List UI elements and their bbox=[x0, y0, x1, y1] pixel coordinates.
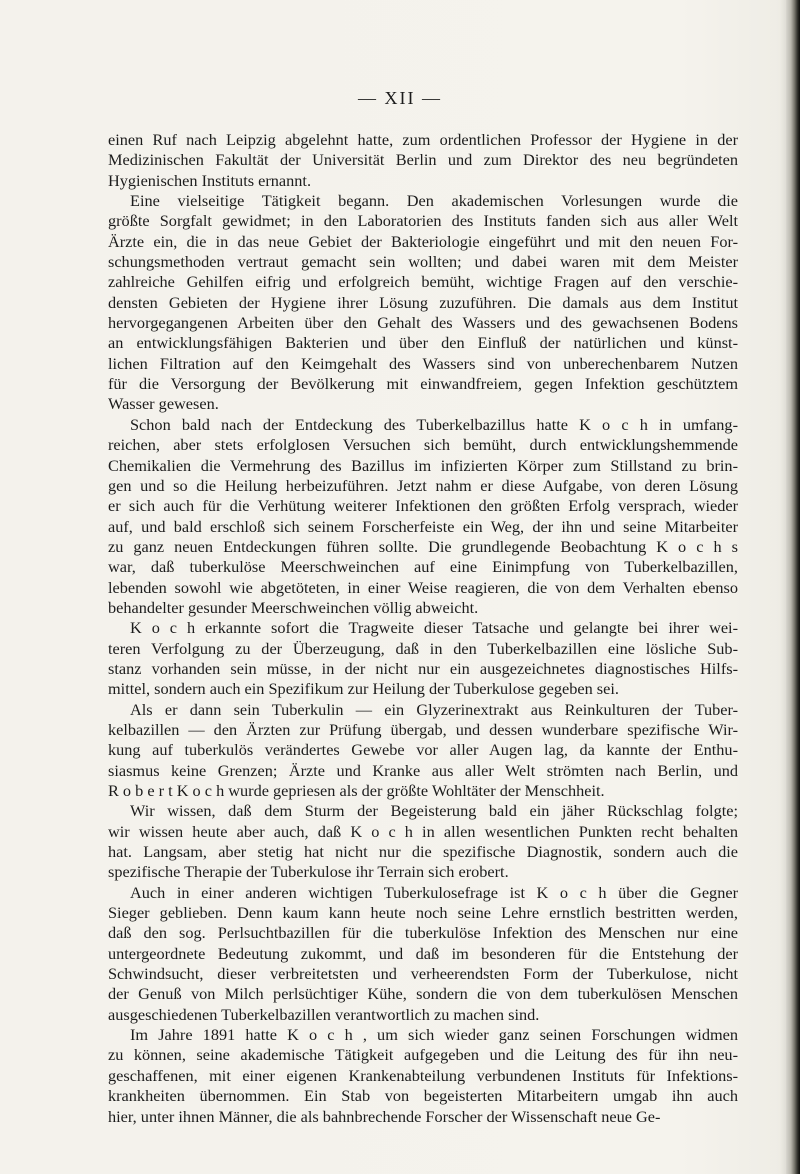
body-text bbox=[108, 130, 738, 1127]
text-line: Wir wissen, daß dem Sturm der Begeisterung bald ein jäher Rückschlag folgte; bbox=[130, 801, 738, 821]
text-line: er sich auch für die Verhütung weiterer Infektionen den größten Erfolg versprach, wieder bbox=[108, 496, 738, 516]
text-line: Medizinischen Fakultät der Universität Berlin und zum Direktor des neu begründeten bbox=[108, 150, 738, 170]
text-line: zahlreiche Gehilfen eifrig und erfolgreich bemüht, wichtige Fragen auf den verschie- bbox=[108, 272, 738, 292]
text-line: Wasser gewesen. bbox=[108, 394, 219, 414]
text-line: war, daß tuberkulöse Meerschweinchen auf eine Einimpfung von Tuberkelbazillen, bbox=[108, 557, 738, 577]
text-line: Sieger geblieben. Denn kaum kann heute noch seine Lehre ernstlich bestritten werden, bbox=[108, 903, 738, 923]
text-line: für die Versorgung der Bevölkerung mit einwandfreiem, gegen Infektion geschütztem bbox=[108, 374, 738, 394]
text-line: Als er dann sein Tuberkulin — ein Glyzerinextrakt aus Reinkulturen der Tuber- bbox=[130, 699, 738, 719]
text-line: Im Jahre 1891 hatte K o c h , um sich wieder ganz seinen Forschungen widmen bbox=[130, 1025, 738, 1045]
text-line: hervorgegangenen Arbeiten über den Gehalt des Wassers und des gewachsenen Bodens bbox=[108, 313, 738, 333]
paragraph-8 bbox=[108, 1025, 738, 1127]
text-line: mittel, sondern auch ein Spezifikum zur Heilung der Tuberkulose gegeben sei. bbox=[108, 679, 619, 699]
paragraph-5 bbox=[108, 700, 738, 802]
paragraph-6 bbox=[108, 801, 738, 882]
text-line: Schon bald nach der Entdeckung des Tuberkelbazillus hatte K o c h in umfang- bbox=[130, 414, 738, 434]
text-line: wir wissen heute aber auch, daß K o c h in allen wesentlichen Punkten recht behalten bbox=[108, 821, 738, 841]
text-line: spezifische Therapie der Tuberkulose ihr Terrain sich erobert. bbox=[108, 862, 509, 882]
text-line: kelbazillen — den Ärzten zur Prüfung übergab, und dessen wunderbare spezifische Wir- bbox=[108, 719, 738, 739]
text-line: Eine vielseitige Tätigkeit begann. Den akademischen Vorlesungen wurde die bbox=[130, 191, 738, 211]
text-line: lebenden sowohl wie abgetöteten, in einer Weise reagieren, die von dem Verhalten ebenso bbox=[108, 577, 738, 597]
text-line: zu können, seine akademische Tätigkeit aufgegeben und die Leitung des für ihn neu- bbox=[108, 1045, 738, 1065]
text-line: zu ganz neuen Entdeckungen führen sollte. Die grundlegende Beobachtung K o c h s bbox=[108, 536, 738, 556]
text-line: kung auf tuberkulös verändertes Gewebe vor aller Augen lag, da kannte der Enthu- bbox=[108, 740, 738, 760]
text-line: K o c h erkannte sofort die Tragweite dieser Tatsache und gelangte bei ihrer wei- bbox=[130, 618, 738, 638]
text-line: densten Gebieten der Hygiene ihrer Lösung zuzuführen. Die damals aus dem Institut bbox=[108, 292, 738, 312]
text-line: hat. Langsam, aber stetig hat nicht nur die spezifische Diagnostik, sondern auch die bbox=[108, 842, 738, 862]
text-line: auf, und bald erschloß sich seinem Forscherfeiste ein Weg, der ihn und seine Mitarbeiter bbox=[108, 516, 738, 536]
text-line: lichen Filtration auf den Keimgehalt des Wassers sind von unberechenbarem Nutzen bbox=[108, 353, 738, 373]
text-line: Chemikalien die Vermehrung des Bazillus im infizierten Körper zum Stillstand zu brin- bbox=[108, 455, 738, 475]
text-line: daß den sog. Perlsuchtbazillen für die tuberkulöse Infektion des Menschen nur eine bbox=[108, 923, 738, 943]
text-line: ausgeschiedenen Tuberkelbazillen verantwortlich zu machen sind. bbox=[108, 1004, 540, 1024]
text-line: stanz vorhanden sein müsse, in der nicht nur ein ausgezeichnetes diagnostisches Hilfs- bbox=[108, 658, 738, 678]
paragraph-2 bbox=[108, 191, 738, 415]
paragraph-4 bbox=[108, 618, 738, 699]
text-line: geschaffenen, mit einer eigenen Krankenabteilung verbundenen Instituts für Infektions- bbox=[108, 1065, 738, 1085]
text-line: krankheiten übernommen. Ein Stab von begeisterten Mitarbeitern umgab ihn auch bbox=[108, 1086, 738, 1106]
paragraph-7 bbox=[108, 883, 738, 1025]
text-line: an entwicklungsfähigen Bakterien und über den Einfluß der natürlichen und künst- bbox=[108, 333, 738, 353]
text-line: R o b e r t K o c h wurde gepriesen als der größte Wohltäter der Menschheit. bbox=[108, 781, 605, 800]
page-number: — XII — bbox=[358, 88, 442, 108]
text-line: siasmus keine Grenzen; Ärzte und Kranke aus aller Welt strömten nach Berlin, und bbox=[108, 760, 738, 780]
text-line: teren Verfolgung zu der Überzeugung, daß in den Tuberkelbazillen eine lösliche Sub- bbox=[108, 638, 738, 658]
text-line: Hygienischen Instituts ernannt. bbox=[108, 170, 312, 190]
text-line: größte Sorgfalt gewidmet; in den Laboratorien des Instituts fanden sich aus aller Welt bbox=[108, 211, 738, 231]
book-edge bbox=[786, 0, 800, 1174]
text-line: einen Ruf nach Leipzig abgelehnt hatte, zum ordentlichen Professor der Hygiene in der bbox=[108, 130, 738, 149]
text-line: gen und so die Heilung herbeizuführen. Jetzt nahm er diese Aufgabe, von deren Lösung bbox=[108, 475, 738, 495]
paragraph-1 bbox=[108, 130, 738, 191]
text-line: Schwindsucht, dieser verbreitetsten und verheerendsten Form der Tuberkulose, nicht bbox=[108, 964, 738, 984]
text-line: Ärzte ein, die in das neue Gebiet der Bakteriologie eingeführt und mit den neuen For- bbox=[108, 231, 738, 251]
text-line: der Genuß von Milch perlsüchtiger Kühe, sondern die von dem tuberkulösen Menschen bbox=[108, 984, 738, 1004]
text-line: untergeordnete Bedeutung zukommt, und daß im besonderen für die Entstehung der bbox=[108, 943, 738, 963]
text-line: reichen, aber stets erfolglosen Versuchen sich bemüht, durch entwicklungshemmende bbox=[108, 435, 738, 455]
text-line: Auch in einer anderen wichtigen Tuberkulosefrage ist K o c h über die Gegner bbox=[130, 882, 738, 902]
text-line: hier, unter ihnen Männer, die als bahnbrechende Forscher der Wissenschaft neue Ge- bbox=[108, 1106, 661, 1126]
text-line: behandelter gesunder Meerschweinchen völlig abweicht. bbox=[108, 597, 479, 617]
paragraph-3 bbox=[108, 415, 738, 618]
text-line: schungsmethoden vertraut gemacht sein wollten; und dabei waren mit dem Meister bbox=[108, 252, 738, 272]
